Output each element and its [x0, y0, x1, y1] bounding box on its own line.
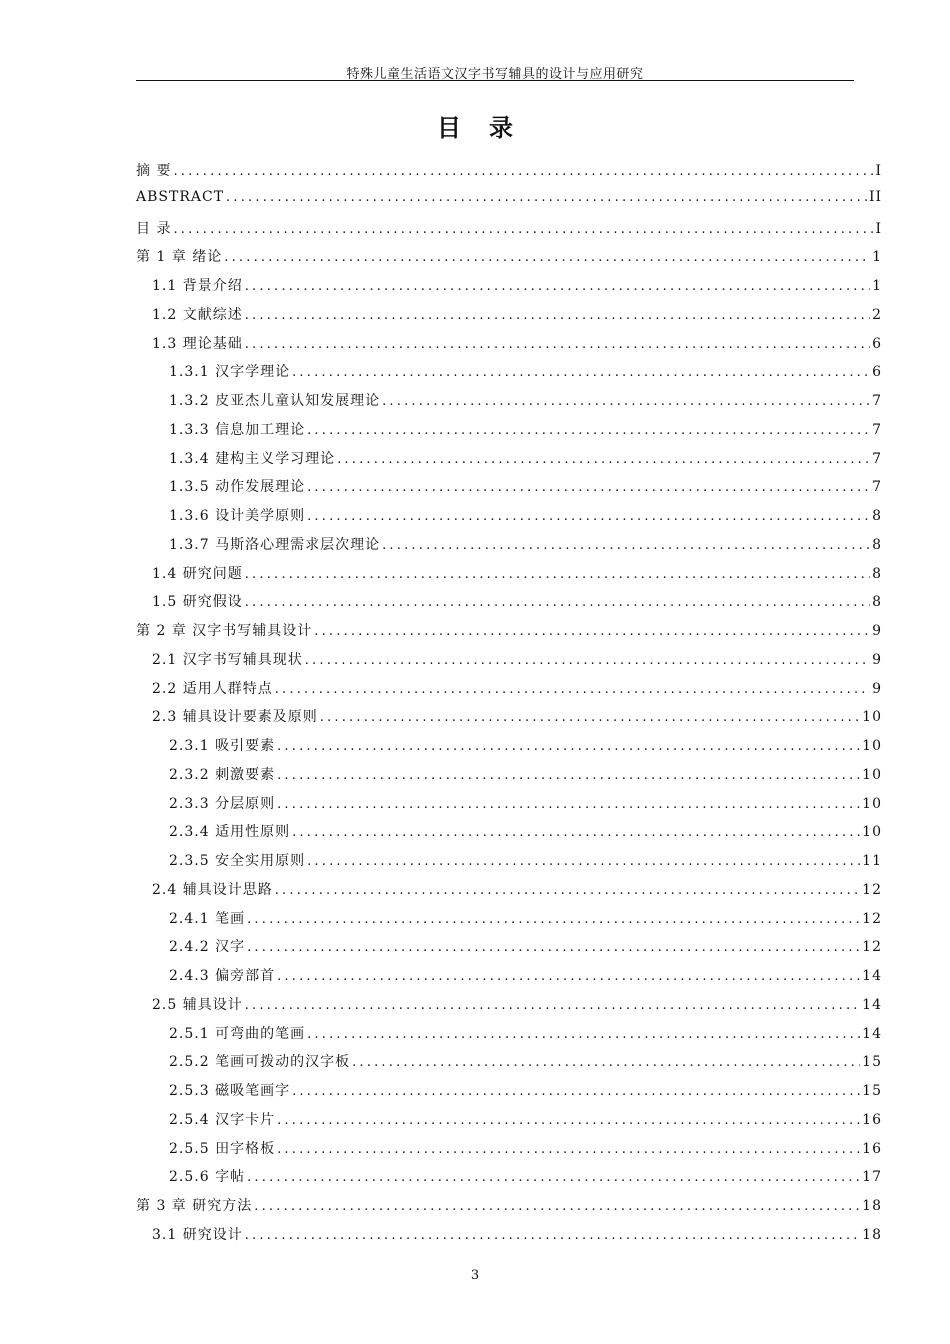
toc-entry[interactable] — [136, 534, 882, 562]
toc-entry-page: 8 — [872, 594, 882, 611]
toc-leader-dots — [307, 509, 870, 524]
toc-entry-page: 16 — [862, 1111, 882, 1128]
toc-entry-label: 2.5.2 笔画可拨动的汉字板 — [169, 1054, 351, 1071]
toc-entry-label: 3.1 研究设计 — [152, 1226, 243, 1243]
toc-entry[interactable] — [136, 505, 882, 533]
toc-entry[interactable] — [136, 218, 882, 246]
toc-entry-label: 1.1 背景介绍 — [152, 278, 243, 294]
toc-leader-dots — [247, 912, 860, 927]
toc-entry[interactable] — [136, 1080, 882, 1108]
toc-entry-page: 14 — [862, 1025, 882, 1042]
toc-entry[interactable] — [136, 793, 882, 821]
toc-entry[interactable] — [136, 1138, 882, 1166]
toc-entry-page: I — [875, 220, 882, 237]
toc-entry-page: 8 — [872, 565, 882, 582]
toc-entry-label: 1.3.6 设计美学原则 — [169, 508, 306, 524]
toc-leader-dots — [245, 567, 870, 582]
toc-leader-dots — [173, 164, 873, 179]
toc-entry[interactable] — [136, 591, 882, 619]
toc-entry[interactable] — [136, 476, 882, 504]
toc-leader-dots — [307, 1027, 860, 1042]
toc-entry[interactable] — [136, 419, 882, 447]
toc-leader-dots — [173, 222, 873, 237]
toc-entry[interactable] — [136, 1166, 882, 1194]
toc-entry-label: 2.5.4 汉字卡片 — [169, 1111, 276, 1128]
toc-entry-page: 9 — [872, 623, 882, 639]
toc-entry-page: 14 — [862, 996, 882, 1013]
toc-leader-dots — [277, 1142, 860, 1157]
toc-entry[interactable] — [136, 160, 882, 188]
toc-entry-page: 11 — [862, 853, 882, 869]
toc-leader-dots — [382, 394, 870, 409]
toc-entry[interactable] — [136, 189, 882, 217]
page-number: 3 — [470, 1268, 480, 1283]
toc-entry-label: 2.5.6 字帖 — [169, 1169, 246, 1186]
toc-entry-label: 1.3.7 马斯洛心理需求层次理论 — [169, 536, 381, 553]
toc-entry-page: 10 — [862, 709, 882, 726]
toc-entry-label: 第 2 章 汉字书写辅具设计 — [136, 623, 313, 639]
toc-entry[interactable] — [136, 1109, 882, 1137]
toc-leader-dots — [254, 1199, 860, 1214]
toc-entry-page: 7 — [872, 450, 882, 467]
toc-entry-label: 2.4.1 笔画 — [169, 910, 246, 927]
toc-entry-page: 1 — [872, 278, 882, 294]
toc-entry-label: 2.5.5 田字格板 — [169, 1140, 276, 1157]
toc-entry-label: 2.3.4 适用性原则 — [169, 824, 291, 841]
toc-entry-page: 2 — [872, 306, 882, 323]
toc-entry-label: 2.5 辅具设计 — [152, 996, 243, 1013]
toc-entry[interactable] — [136, 735, 882, 763]
toc-leader-dots — [245, 595, 870, 610]
toc-entry[interactable] — [136, 994, 882, 1022]
toc-entry-page: 10 — [862, 738, 882, 754]
toc-entry-label: 2.2 适用人群特点 — [152, 680, 273, 697]
toc-leader-dots — [382, 538, 870, 553]
toc-leader-dots — [275, 682, 870, 697]
toc-entry-page: 12 — [862, 910, 882, 927]
toc-entry-label: 2.3.1 吸引要素 — [169, 738, 276, 754]
toc-entry-page: 7 — [872, 421, 882, 438]
toc-entry-page: 12 — [862, 881, 882, 898]
toc-entry-label: 2.5.3 磁吸笔画字 — [169, 1083, 291, 1099]
toc-entry[interactable] — [136, 390, 882, 418]
header-rule — [136, 80, 854, 81]
toc-entry[interactable] — [136, 304, 882, 332]
toc-leader-dots — [307, 480, 870, 495]
toc-leader-dots — [247, 940, 860, 955]
toc-entry-page: 12 — [862, 939, 882, 956]
toc-leader-dots — [292, 365, 870, 380]
toc-entry[interactable] — [136, 706, 882, 734]
toc-leader-dots — [292, 825, 860, 840]
toc-entry[interactable] — [136, 620, 882, 648]
toc-entry-label: 1.3.3 信息加工理论 — [169, 421, 306, 438]
toc-entry-page: I — [875, 163, 882, 179]
toc-entry[interactable] — [136, 821, 882, 849]
toc-entry[interactable] — [136, 1195, 882, 1223]
toc-entry[interactable] — [136, 275, 882, 303]
toc-leader-dots — [245, 308, 870, 323]
toc-entry-page: 8 — [872, 508, 882, 524]
toc-leader-dots — [245, 998, 860, 1013]
toc-leader-dots — [277, 797, 860, 812]
toc-entry-page: 15 — [862, 1054, 882, 1071]
toc-entry-label: 2.4.2 汉字 — [169, 939, 246, 956]
toc-entry-page: 18 — [862, 1226, 882, 1243]
toc-leader-dots — [337, 452, 870, 467]
toc-entry-page: 8 — [872, 536, 882, 553]
toc-entry-page: 16 — [862, 1140, 882, 1157]
toc-leader-dots — [245, 279, 870, 294]
toc-entry-page: 14 — [862, 968, 882, 984]
toc-entry-page: 9 — [872, 651, 882, 668]
toc-entry-page: 10 — [862, 795, 882, 812]
toc-entry[interactable] — [136, 936, 882, 964]
toc-entry[interactable] — [136, 908, 882, 936]
toc-leader-dots — [245, 337, 870, 352]
toc-leader-dots — [277, 969, 860, 984]
toc-entry-label: 1.3 理论基础 — [152, 335, 243, 352]
toc-entry-label: 1.3.4 建构主义学习理论 — [169, 450, 336, 467]
toc-entry[interactable] — [136, 1023, 882, 1051]
toc-entry[interactable] — [136, 764, 882, 792]
toc-entry[interactable] — [136, 965, 882, 993]
toc-leader-dots — [292, 1084, 860, 1099]
toc-entry[interactable] — [136, 879, 882, 907]
toc-entry-page: 18 — [862, 1198, 882, 1214]
toc-entry[interactable] — [136, 246, 882, 274]
toc-leader-dots — [307, 423, 870, 438]
toc-entry-page: 10 — [862, 824, 882, 841]
toc-entry-page: 15 — [862, 1083, 882, 1099]
running-header: 特殊儿童生活语文汉字书写辅具的设计与应用研究 — [346, 67, 644, 82]
toc-entry-label: 1.5 研究假设 — [152, 594, 243, 611]
toc-leader-dots — [247, 1170, 860, 1185]
toc-entry[interactable] — [136, 1224, 882, 1252]
toc-entry-label: 2.4.3 偏旁部首 — [169, 968, 276, 984]
toc-leader-dots — [277, 1113, 860, 1128]
toc-entry-page: 17 — [862, 1169, 882, 1186]
toc-entry-page: 7 — [872, 393, 882, 409]
toc-entry-page: 6 — [872, 364, 882, 381]
toc-entry[interactable] — [136, 448, 882, 476]
toc-leader-dots — [275, 883, 860, 898]
toc-entry-label: 2.1 汉字书写辅具现状 — [152, 651, 303, 668]
toc-leader-dots — [307, 854, 860, 869]
toc-entry-label: 2.5.1 可弯曲的笔画 — [169, 1025, 306, 1042]
toc-entry-page: 9 — [872, 680, 882, 697]
toc-leader-dots — [245, 1228, 860, 1243]
toc-leader-dots — [352, 1055, 860, 1070]
toc-entry-label: 2.3 辅具设计要素及原则 — [152, 709, 318, 726]
toc-leader-dots — [305, 653, 870, 668]
toc-leader-dots — [314, 624, 870, 639]
toc-entry-page: 7 — [872, 479, 882, 496]
toc-entry-label: 2.3.3 分层原则 — [169, 795, 276, 812]
toc-leader-dots — [224, 250, 870, 265]
toc-entry-page: 6 — [872, 335, 882, 352]
toc-entry[interactable] — [136, 678, 882, 706]
toc-leader-dots — [226, 190, 867, 205]
toc-leader-dots — [320, 710, 860, 725]
toc-leader-dots — [277, 768, 860, 783]
toc-entry[interactable] — [136, 333, 882, 361]
page-title: 目录 — [437, 113, 541, 142]
toc-entry-label: 目 录 — [136, 220, 172, 237]
toc-entry-label: 1.3.5 动作发展理论 — [169, 479, 306, 496]
toc-entry[interactable] — [136, 1051, 882, 1079]
toc-entry-label: 第 3 章 研究方法 — [136, 1198, 253, 1214]
toc-entry-label: 2.3.5 安全实用原则 — [169, 853, 306, 869]
toc-entry[interactable] — [136, 361, 882, 389]
toc-entry-label: 1.4 研究问题 — [152, 565, 243, 582]
toc-entry-label: 1.3.2 皮亚杰儿童认知发展理论 — [169, 393, 381, 409]
toc-entry[interactable] — [136, 850, 882, 878]
toc-entry-label: 摘 要 — [136, 163, 172, 179]
toc-entry-label: 2.4 辅具设计思路 — [152, 881, 273, 898]
toc-entry-label: 2.3.2 刺激要素 — [169, 766, 276, 783]
toc-entry-page: 1 — [872, 249, 882, 266]
toc-entry-page: 10 — [862, 766, 882, 783]
toc-leader-dots — [277, 739, 860, 754]
toc-entry-label: 1.3.1 汉字学理论 — [169, 364, 291, 381]
toc-entry-page: II — [868, 188, 882, 205]
toc-entry-label: ABSTRACT — [136, 188, 225, 205]
toc-entry[interactable] — [136, 649, 882, 677]
toc-entry-label: 第 1 章 绪论 — [136, 249, 223, 266]
toc-entry[interactable] — [136, 563, 882, 591]
toc-entry-label: 1.2 文献综述 — [152, 306, 243, 323]
